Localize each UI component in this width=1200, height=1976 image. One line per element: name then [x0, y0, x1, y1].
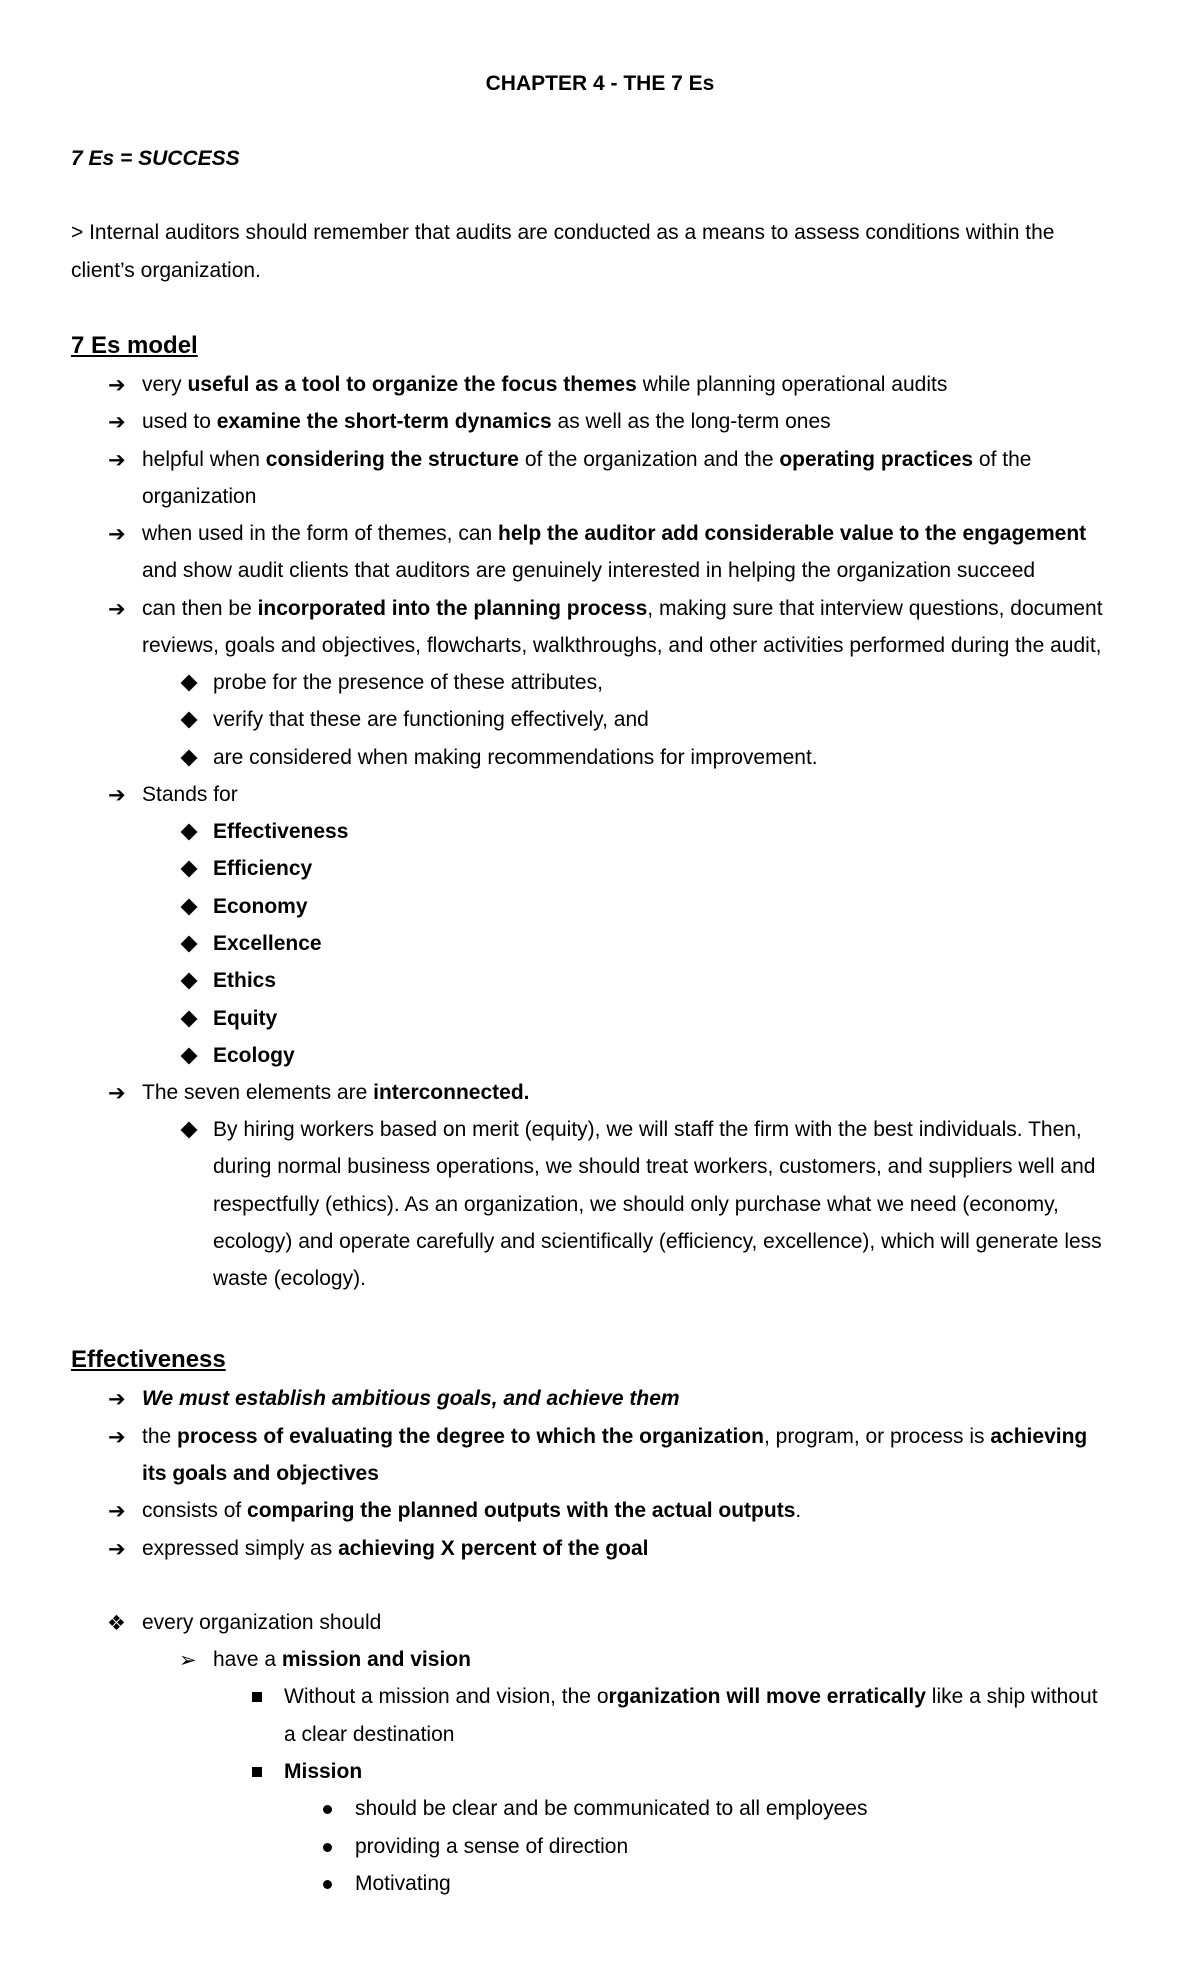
- paragraph-line: respectfully (ethics). As an organization, we should only purchase what we need (economy,: [213, 1193, 1059, 1216]
- sub-list-item: verify that these are functioning effectively, and: [213, 708, 649, 731]
- list-item: every organization should: [142, 1611, 382, 1634]
- intro-line-2: client’s organization.: [71, 259, 261, 282]
- list-item: We must establish ambitious goals, and achieve them: [142, 1387, 680, 1410]
- page-title: CHAPTER 4 - THE 7 Es: [485, 72, 715, 95]
- list-item: the process of evaluating the degree to which the organization, program, or process is achieving: [142, 1425, 1088, 1448]
- mission-point: providing a sense of direction: [355, 1835, 629, 1858]
- arrow-bullet-icon: ➔: [108, 783, 126, 807]
- seven-es-item: Equity: [213, 1007, 278, 1030]
- paragraph-line: waste (ecology).: [213, 1267, 366, 1290]
- seven-es-item: Effectiveness: [213, 820, 349, 843]
- seven-es-item: Ethics: [213, 969, 277, 992]
- arrowhead-bullet-icon: ➢: [179, 1648, 197, 1672]
- diamond-bullet-icon: [181, 750, 198, 767]
- diamond-bullet-icon: [181, 1048, 198, 1065]
- sub-sub-list-item: Mission: [284, 1760, 363, 1783]
- arrow-bullet-icon: ➔: [108, 1537, 126, 1561]
- list-item: The seven elements are interconnected.: [142, 1081, 530, 1104]
- diamond-bullet-icon: [181, 1011, 198, 1028]
- dot-bullet-icon: [323, 1805, 332, 1814]
- seven-es-item: Ecology: [213, 1044, 295, 1067]
- diamond-bullet-icon: [181, 824, 198, 841]
- dot-bullet-icon: [323, 1843, 332, 1852]
- arrow-bullet-icon: ➔: [108, 1081, 126, 1105]
- list-item: consists of comparing the planned outputs with the actual outputs.: [142, 1499, 802, 1522]
- list-item: expressed simply as achieving X percent of the goal: [142, 1537, 649, 1560]
- diamond-bullet-icon: [181, 899, 198, 916]
- list-item: Stands for: [142, 783, 238, 806]
- list-item-continuation: a clear destination: [284, 1723, 455, 1746]
- diamond-bullet-icon: [181, 861, 198, 878]
- diamond-bullet-icon: [181, 712, 198, 729]
- diamond-bullet-icon: [181, 1122, 198, 1139]
- arrow-bullet-icon: ➔: [108, 1387, 126, 1411]
- diamond-bullet-icon: [181, 675, 198, 692]
- arrow-bullet-icon: ➔: [108, 1425, 126, 1449]
- arrow-bullet-icon: ➔: [108, 1499, 126, 1523]
- mission-point: Motivating: [355, 1872, 451, 1895]
- intro-line-1: > Internal auditors should remember that audits are conducted as a means to assess conditions within the: [71, 221, 1055, 244]
- paragraph-line: ecology) and operate carefully and scientifically (efficiency, excellence), which will generate less: [213, 1230, 1102, 1253]
- sub-list-item: are considered when making recommendations for improvement.: [213, 746, 818, 769]
- list-item-continuation: organization: [142, 485, 257, 508]
- seven-es-item: Efficiency: [213, 857, 313, 880]
- seven-es-item: Economy: [213, 895, 308, 918]
- paragraph-line: By hiring workers based on merit (equity), we will staff the firm with the best individuals. Then,: [213, 1118, 1082, 1141]
- sub-sub-list-item: Without a mission and vision, the organization will move erratically like a ship without: [284, 1685, 1098, 1708]
- dot-bullet-icon: [323, 1880, 332, 1889]
- seven-es-item: Excellence: [213, 932, 322, 955]
- sub-list-item: have a mission and vision: [213, 1648, 471, 1671]
- mission-point: should be clear and be communicated to all employees: [355, 1797, 868, 1820]
- arrow-bullet-icon: ➔: [108, 373, 126, 397]
- diamond-bullet-icon: [181, 936, 198, 953]
- list-item-continuation: reviews, goals and objectives, flowcharts, walkthroughs, and other activities performed during the audit,: [142, 634, 1102, 657]
- list-item: very useful as a tool to organize the focus themes while planning operational audits: [142, 373, 948, 396]
- list-item: used to examine the short-term dynamics as well as the long-term ones: [142, 410, 831, 433]
- sub-list-item: probe for the presence of these attributes,: [213, 671, 603, 694]
- list-item: when used in the form of themes, can help the auditor add considerable value to the engagement: [142, 522, 1087, 545]
- four-diamond-bullet-icon: ❖: [107, 1611, 126, 1635]
- list-item: can then be incorporated into the planning process, making sure that interview questions, document: [142, 597, 1103, 620]
- subtitle: 7 Es = SUCCESS: [71, 147, 240, 170]
- diamond-bullet-icon: [181, 973, 198, 990]
- square-bullet-icon: [252, 1767, 262, 1777]
- list-item-continuation: its goals and objectives: [142, 1462, 379, 1485]
- section-heading-7es-model: 7 Es model: [71, 332, 198, 359]
- arrow-bullet-icon: ➔: [108, 597, 126, 621]
- list-item-continuation: and show audit clients that auditors are genuinely interested in helping the organization succeed: [142, 559, 1036, 582]
- square-bullet-icon: [252, 1692, 262, 1702]
- arrow-bullet-icon: ➔: [108, 410, 126, 434]
- section-heading-effectiveness: Effectiveness: [71, 1346, 226, 1373]
- arrow-bullet-icon: ➔: [108, 448, 126, 472]
- paragraph-line: during normal business operations, we should treat workers, customers, and suppliers well and: [213, 1155, 1096, 1178]
- list-item: helpful when considering the structure of the organization and the operating practices of the: [142, 448, 1032, 471]
- arrow-bullet-icon: ➔: [108, 522, 126, 546]
